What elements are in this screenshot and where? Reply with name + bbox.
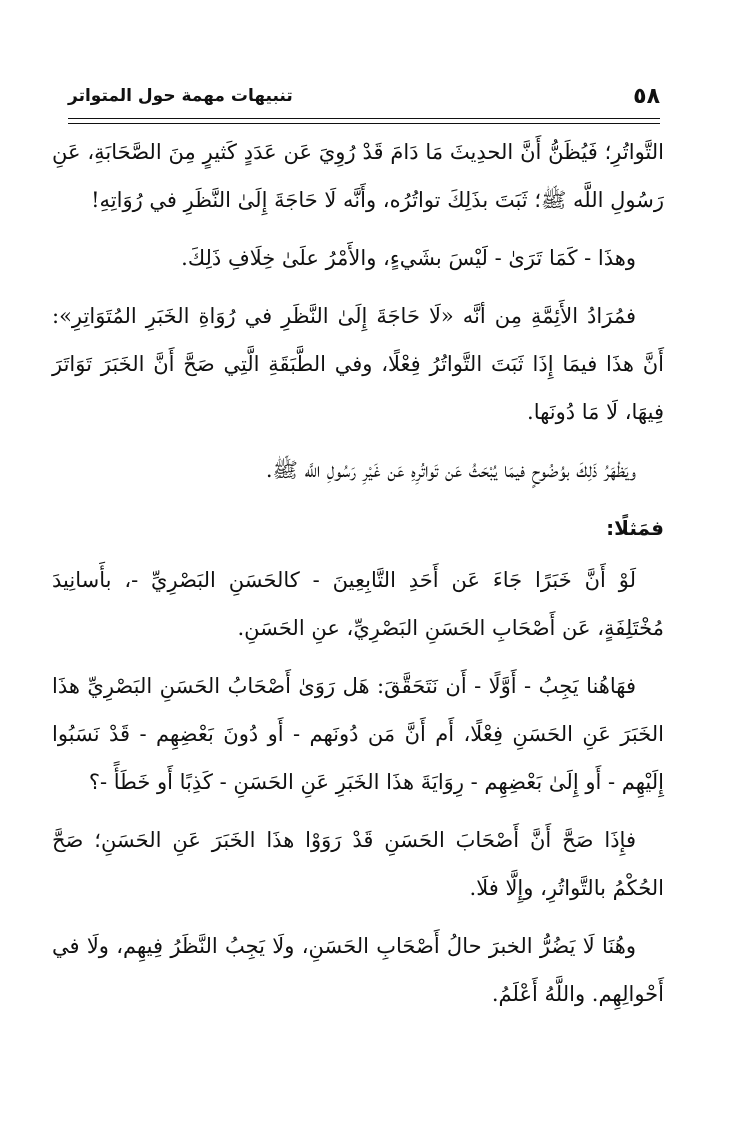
example-heading: فمَثلًا: [606,516,664,540]
paragraph-continuation: التَّواتُرِ؛ فَيُظَنُّ أَنَّ الحدِيثَ مَا دَامَ قَدْ رُوِيَ عَن عَدَدٍ كَثيرٍ مِنَ الصَّحَابَةِ، عَنِ رَسُولِ اللَّه ﷺ؛ ثَبَتَ بذَلِكَ تواتُرُه، وأَنَّه لَا حَاجَةَ إِلَىٰ النَّظَرِ في رُوَاتِهِ! [52,140,664,212]
paragraph: فمُرَادُ الأَئِمَّةِ مِن أنَّه «لَا حَاجَةَ إِلَىٰ النَّظَرِ في رُوَاةِ الخَبَرِ المُتَوَاتِرِ»: أَنَّ هذَا فيمَا إِذَا ثَبَتَ التَّواتُرُ فِعْلًا، وفي الطَّبَقَةِ الَّتِي صَحَّ أَنَّ الخَبَرَ تَوَاتَرَ فِيهَا، لَا مَا دُونَها. [52,304,664,424]
header-rule-bottom [68,123,660,124]
paragraph: وهذَا - كَمَا تَرَىٰ - لَيْسَ بشَيءٍ، والأَمْرُ علَىٰ خِلَافِ ذَلِكَ. [181,246,636,270]
header-rule-top [68,118,660,119]
paragraph: ويَظْهَرُ ذَلِكَ بوُضُوحٍ فيمَا يُبْحَثُ عَن تَواتُرِهِ عَن غَيْرِ رَسُولِ اللَّه ﷺ. [265,458,636,482]
running-title: تنبيهات مهمة حول المتواتر [68,86,293,106]
paragraph: وهُنَا لَا يَضُرُّ الخبرَ حالُ أَصْحَابِ الحَسَنِ، ولَا يَجِبُ النَّظَرُ فِيهِم، ولَا في أَحْوالِهِم. واللَّهُ أَعْلَمُ. [52,934,664,1006]
paragraph: فإِذَا صَحَّ أَنَّ أَصْحَابَ الحَسَنِ قَدْ رَوَوْا هذَا الخَبَرَ عَنِ الحَسَنِ؛ صَحَّ الحُكْمُ بالتَّواتُرِ، وإِلَّا فلَا. [52,828,664,900]
paragraph: فهَاهُنا يَجِبُ - أَوَّلًا - أَن نَتَحَقَّقَ: هَل رَوَىٰ أَصْحَابُ الحَسَنِ البَصْرِيِّ هذَا الخَبَرَ عَنِ الحَسَنِ فِعْلًا، أَم أَنَّ مَن دُونَهم - أَو دُونَ بَعْضِهِم - قَدْ نَسَبُوا إِلَيْهِم - أَو إِلَىٰ بَعْضِهِم - رِوَايَةَ هذَا الخَبَرِ عَنِ الحَسَنِ - كَذِبًا أَو خَطَأً -؟ [52,674,664,794]
page-body [52,128,664,1028]
paragraph: لَوْ أَنَّ خَبَرًا جَاءَ عَن أَحَدِ التَّابِعِينَ - كالحَسَنِ البَصْرِيِّ -، بأَسانِيدَ مُخْتَلِفَةٍ، عَن أَصْحَابِ الحَسَنِ البَصْرِيِّ، عنِ الحَسَنِ. [52,568,664,640]
page-header [68,78,660,114]
page-number: ٥٨ [633,83,660,109]
